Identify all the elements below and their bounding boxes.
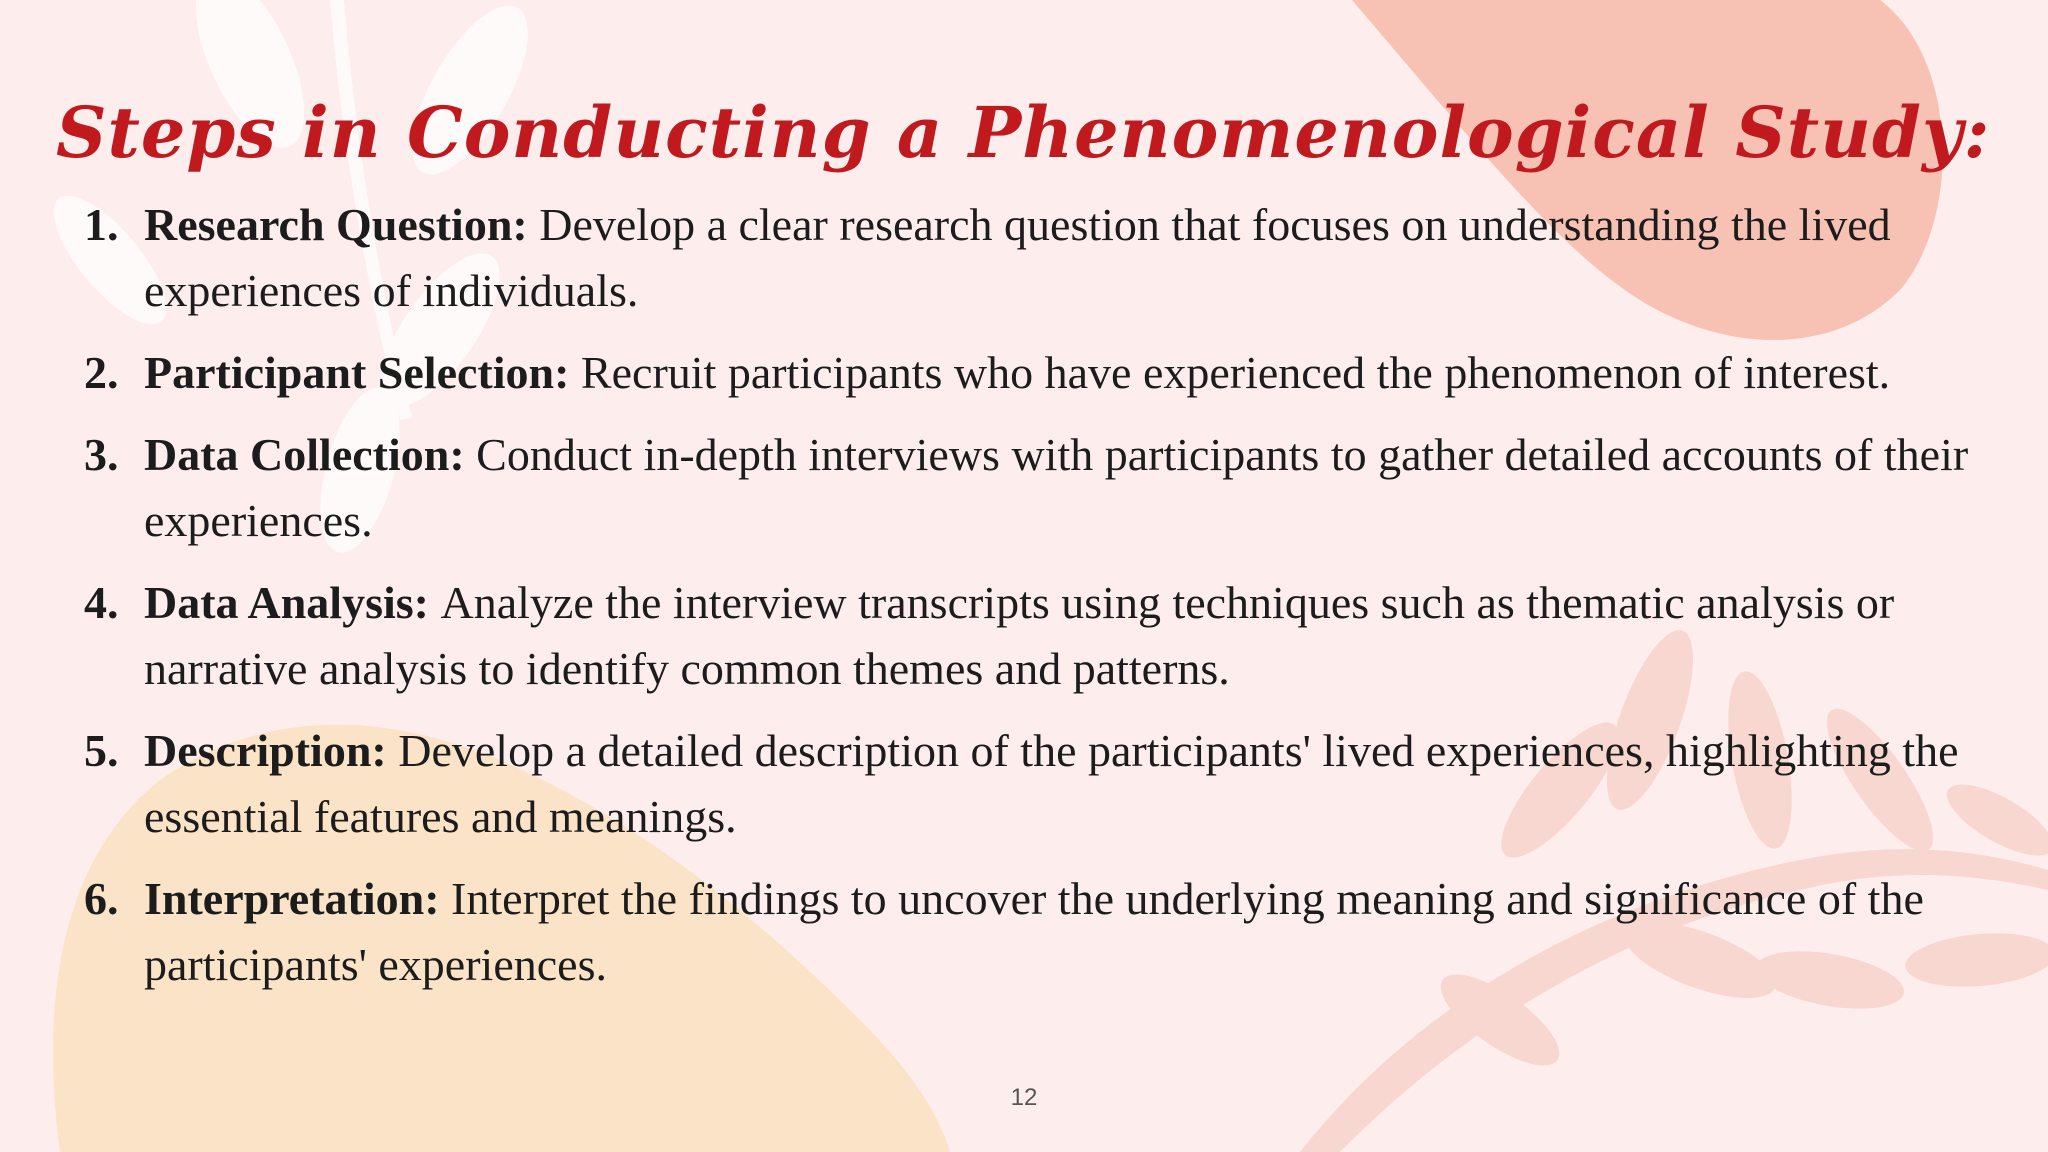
list-item <box>84 422 1984 554</box>
step-description: Recruit participants who have experienced the phenomenon of interest. <box>580 347 1891 398</box>
step-term: Research Question: <box>144 199 540 250</box>
step-term: Description: <box>144 725 399 776</box>
slide-title: Steps in Conducting a Phenomenological Study: <box>56 91 1991 174</box>
step-number: 4. <box>84 577 119 628</box>
step-number: 5. <box>84 725 119 776</box>
step-description: Develop a clear research question that focuses on understanding the lived experiences of individuals. <box>144 199 1891 316</box>
list-item <box>84 192 1984 324</box>
steps-list <box>84 192 1984 1014</box>
step-term: Data Collection: <box>144 429 477 480</box>
list-item <box>84 570 1984 702</box>
step-description: Interpret the findings to uncover the underlying meaning and significance of the participants' experiences. <box>144 873 1924 990</box>
step-description: Analyze the interview transcripts using techniques such as thematic analysis or narrative analysis to identify common themes and patterns. <box>144 577 1895 694</box>
step-number: 1. <box>84 199 119 250</box>
step-term: Participant Selection: <box>144 347 581 398</box>
list-item <box>84 718 1984 850</box>
page-number: 12 <box>1010 1084 1038 1111</box>
step-description: Conduct in-depth interviews with participants to gather detailed accounts of their experiences. <box>144 429 1969 546</box>
list-item <box>84 866 1984 998</box>
list-item <box>84 340 1984 406</box>
step-number: 6. <box>84 873 119 924</box>
step-description: Develop a detailed description of the participants' lived experiences, highlighting the essential features and meanings. <box>144 725 1959 842</box>
step-term: Data Analysis: <box>144 577 441 628</box>
step-term: Interpretation: <box>144 873 452 924</box>
step-number: 3. <box>84 429 119 480</box>
step-number: 2. <box>84 347 119 398</box>
